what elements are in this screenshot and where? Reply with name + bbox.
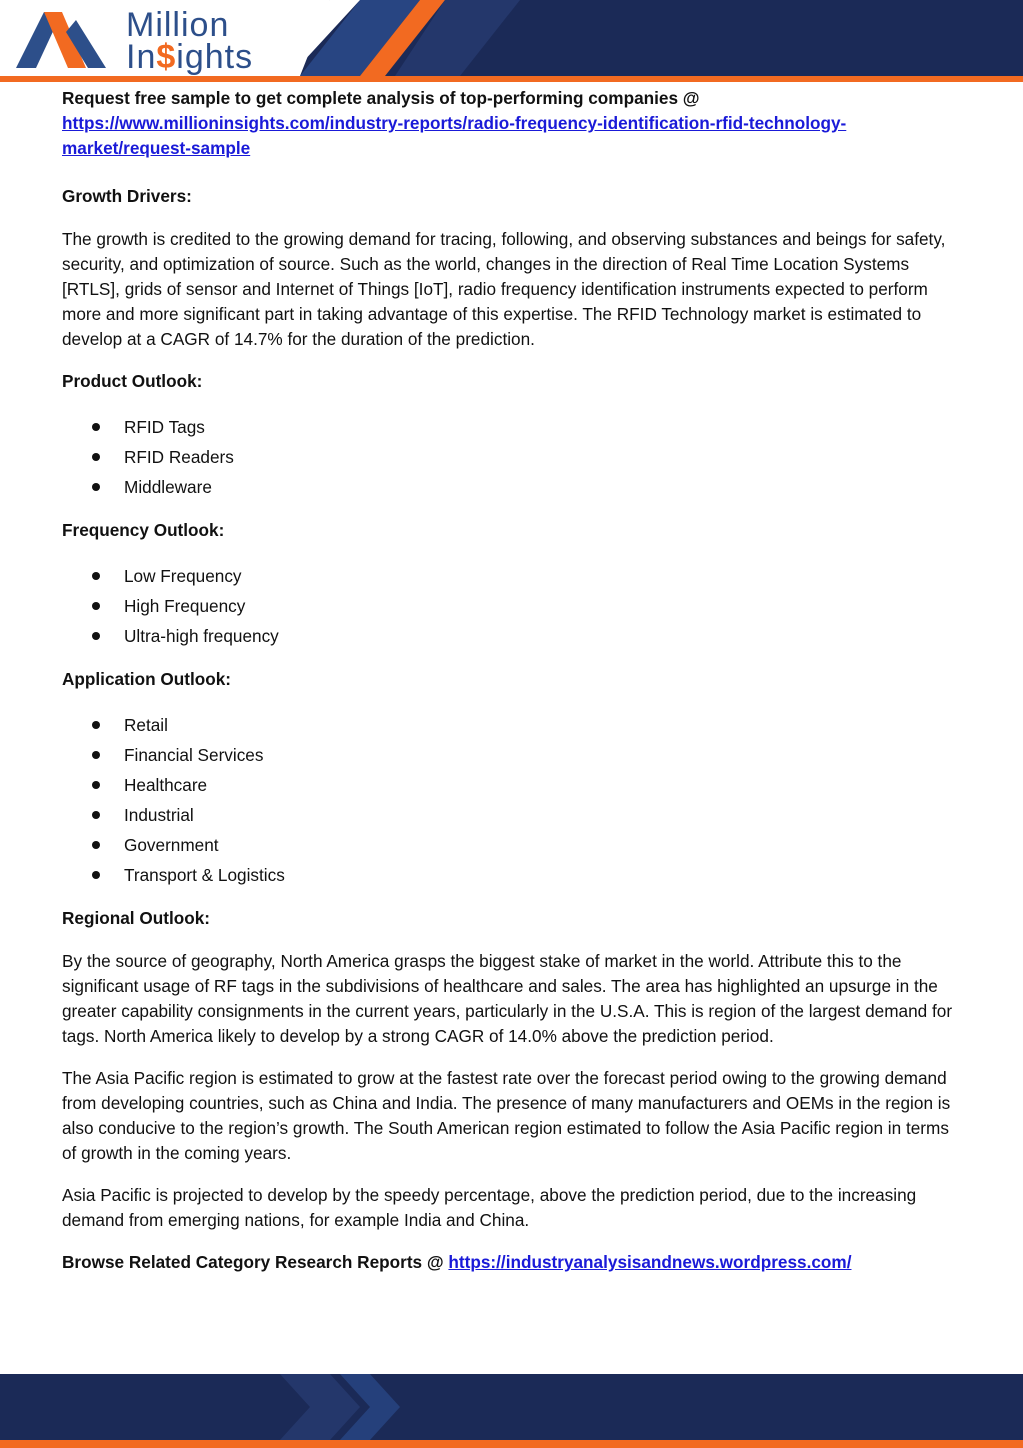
list-item-label: Transport & Logistics [124,865,285,885]
list-item [62,800,962,830]
list-item [62,472,962,502]
page-footer [0,1374,1023,1448]
intro-text: Request free sample to get complete analysis of top-performing companies @ [62,88,700,108]
bullet-icon [92,453,100,461]
list-item-label: Ultra-high frequency [124,626,279,646]
logo-wordmark [126,6,254,76]
bullet-icon [92,423,100,431]
regional-outlook-heading: Regional Outlook: [62,908,210,928]
list-item-label: Middleware [124,477,212,497]
regional-outlook-paragraph: By the source of geography, North America grasps the biggest stake of market in the world. Attribute this to the significant usage of RF tags in the subdivisions of healthcare and sales. The area has highlighted an upsurge in the greater capability consignments in the current years, particularly in the U.S.A. This is region of the largest demand for tags. North America likely to develop by a strong CAGR of 14.0% above the prediction period. [62,951,953,1046]
bullet-icon [92,871,100,879]
bullet-icon [92,602,100,610]
growth-drivers-body: The growth is credited to the growing demand for tracing, following, and observing substances and beings for safety, security, and optimization of source. Such as the world, changes in the direction of Real Time Location Systems [RTLS], grids of sensor and Internet of Things [IoT], radio frequency identification instruments expected to perform more and more significant part in taking advantage of this expertise. The RFID Technology market is estimated to develop at a CAGR of 14.7% for the duration of the prediction. [62,229,946,349]
bullet-icon [92,721,100,729]
intro-paragraph [62,86,962,161]
logo-line-2-post: ights [176,38,254,76]
list-item [62,442,962,472]
list-item-label: Financial Services [124,745,264,765]
list-item-label: High Frequency [124,596,246,616]
list-item-label: RFID Readers [124,447,234,467]
related-reports-text: Browse Related Category Research Reports @ [62,1252,449,1272]
regional-outlook-paragraph: The Asia Pacific region is estimated to grow at the fastest rate over the forecast period owing to the growing demand from developing countries, such as China and India. The presence of many manufacturers and OEMs in the region is also conducive to the region’s growth. The South American region estimated to follow the Asia Pacific region in terms of growth in the coming years. [62,1068,951,1163]
frequency-outlook-heading: Frequency Outlook: [62,520,225,540]
bullet-icon [92,483,100,491]
list-item-label: Government [124,835,219,855]
bullet-icon [92,841,100,849]
related-reports-line [62,1250,962,1275]
list-item [62,412,962,442]
logo-line-2 [126,38,254,76]
bullet-icon [92,781,100,789]
application-outlook-heading: Application Outlook: [62,669,231,689]
regional-outlook-paragraph: Asia Pacific is projected to develop by the speedy percentage, above the prediction period, due to the increasing demand from emerging nations, for example India and China. [62,1185,917,1230]
logo-dollar-mark: $ [156,38,177,76]
bullet-icon [92,632,100,640]
footer-banner [0,1374,1023,1448]
logo-line-2-pre: In [126,38,157,76]
list-item [62,591,962,621]
list-item-label: Industrial [124,805,194,825]
list-item-label: Retail [124,715,168,735]
list-item [62,621,962,651]
growth-drivers-heading: Growth Drivers: [62,186,192,206]
million-insights-logo [14,6,254,76]
list-item [62,561,962,591]
list-item [62,740,962,770]
product-outlook-heading: Product Outlook: [62,371,203,391]
logo-line-1: Million [126,6,230,44]
frequency-outlook-list [62,561,962,651]
logo-mark-icon [14,6,114,72]
list-item [62,770,962,800]
list-item [62,860,962,890]
list-item-label: RFID Tags [124,417,205,437]
list-item [62,830,962,860]
related-reports-link[interactable]: https://industryanalysisandnews.wordpress.com/ [448,1252,852,1272]
list-item-label: Low Frequency [124,566,242,586]
bullet-icon [92,811,100,819]
bullet-icon [92,572,100,580]
product-outlook-list [62,412,962,502]
document-body [62,86,962,1275]
application-outlook-list [62,710,962,890]
request-sample-link[interactable]: https://www.millioninsights.com/industry-reports/radio-frequency-identification-rfid-technology-market/request-sample [62,113,847,158]
page-header [0,0,1023,82]
list-item [62,710,962,740]
list-item-label: Healthcare [124,775,208,795]
bullet-icon [92,751,100,759]
